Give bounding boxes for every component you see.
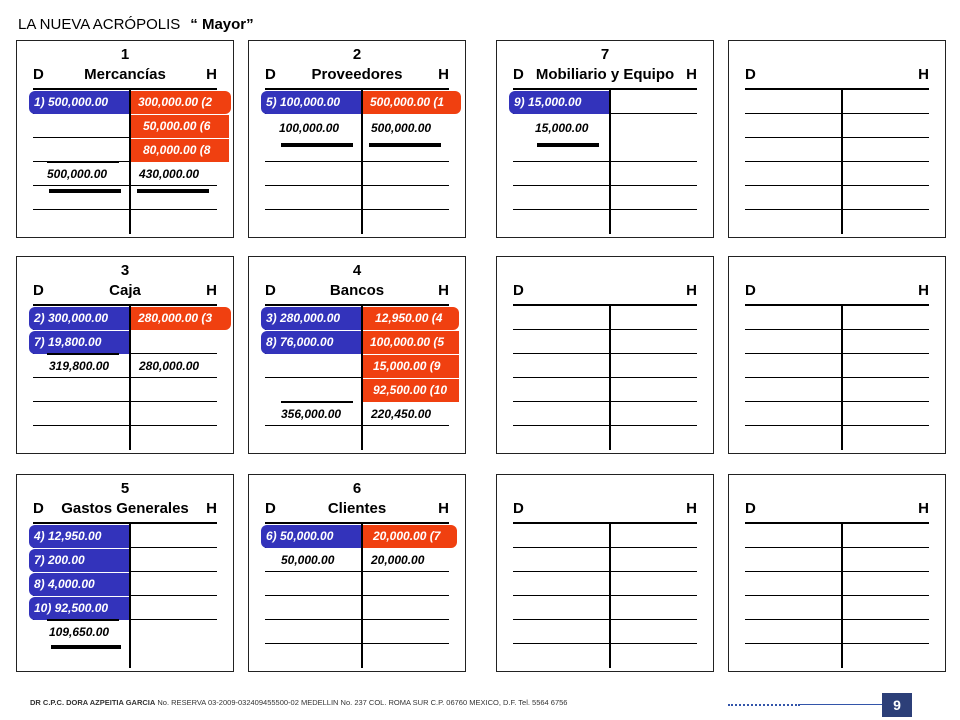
row-rule — [513, 643, 697, 644]
t-account-blank — [496, 474, 714, 672]
credit-total: 220,450.00 — [371, 407, 432, 421]
row-rule — [265, 571, 449, 572]
footer-dotted-rule — [728, 704, 800, 706]
double-underline — [49, 189, 121, 193]
debit-label: D — [513, 500, 524, 517]
credit-entry: 100,000.00 (5 — [363, 331, 459, 354]
t-line — [745, 522, 929, 524]
debit-total: 109,650.00 — [49, 625, 110, 639]
account-number: 3 — [120, 262, 130, 279]
account-number: 1 — [120, 46, 130, 63]
credit-label: H — [686, 66, 697, 83]
credit-total: 430,000.00 — [139, 167, 200, 181]
t-line — [745, 304, 929, 306]
t-line — [745, 88, 929, 90]
double-underline — [281, 143, 353, 147]
t-account-gastos-generales — [16, 474, 234, 672]
t-account-proveedores — [248, 40, 466, 238]
debit-entry: 7) 19,800.00 — [29, 331, 129, 354]
t-account-bancos — [248, 256, 466, 454]
row-rule — [745, 113, 929, 114]
row-rule — [745, 137, 929, 138]
debit-label: D — [513, 66, 524, 83]
account-name: Proveedores — [311, 66, 403, 83]
credit-entry: 92,500.00 (10 — [363, 379, 459, 402]
row-rule — [745, 643, 929, 644]
row-rule — [265, 185, 449, 186]
account-name: Gastos Generales — [61, 500, 189, 517]
row-rule — [745, 161, 929, 162]
footer-text — [30, 698, 567, 707]
t-account-caja — [16, 256, 234, 454]
footer-details: No. RESERVA 03-2009-032409455500-02 MEDELLIN No. 237 COL. ROMA SUR C.P. 06760 MEXICO, D.F. Tel. 5564 6756 — [157, 698, 568, 707]
footer-rule — [800, 704, 882, 705]
row-rule — [33, 185, 217, 186]
row-rule — [513, 329, 697, 330]
row-rule — [513, 571, 697, 572]
t-line — [265, 522, 449, 524]
debit-total: 319,800.00 — [49, 359, 110, 373]
row-rule — [745, 425, 929, 426]
credit-total: 20,000.00 — [371, 553, 425, 567]
credit-label: H — [438, 500, 449, 517]
row-rule — [745, 353, 929, 354]
sum-rule — [47, 353, 119, 355]
account-number: 2 — [352, 46, 362, 63]
debit-label: D — [265, 66, 276, 83]
credit-entry: 50,000.00 (6 — [131, 115, 229, 138]
row-rule — [513, 161, 697, 162]
double-underline — [537, 143, 599, 147]
account-name: Mercancías — [84, 66, 166, 83]
t-line — [33, 88, 217, 90]
double-underline — [137, 189, 209, 193]
account-number: 6 — [352, 480, 362, 497]
t-account-clientes — [248, 474, 466, 672]
debit-entry: 9) 15,000.00 — [509, 91, 609, 114]
t-line — [265, 88, 449, 90]
credit-entry: 15,000.00 (9 — [363, 355, 459, 378]
debit-label: D — [265, 500, 276, 517]
row-rule — [513, 425, 697, 426]
credit-label: H — [918, 66, 929, 83]
credit-label: H — [918, 500, 929, 517]
row-rule — [513, 547, 697, 548]
t-account-blank — [728, 474, 946, 672]
t-line — [33, 304, 217, 306]
credit-entry: 12,950.00 (4 — [363, 307, 459, 330]
double-underline — [369, 143, 441, 147]
debit-entry: 3) 280,000.00 — [261, 307, 361, 330]
row-rule — [745, 401, 929, 402]
row-rule — [513, 353, 697, 354]
row-rule — [513, 185, 697, 186]
row-rule — [745, 595, 929, 596]
debit-total: 50,000.00 — [281, 553, 335, 567]
row-rule — [513, 377, 697, 378]
t-account-mercancias — [16, 40, 234, 238]
row-rule — [745, 209, 929, 210]
account-number: 4 — [352, 262, 362, 279]
debit-entry: 10) 92,500.00 — [29, 597, 129, 620]
debit-label: D — [33, 500, 44, 517]
account-number: 7 — [600, 46, 610, 63]
credit-label: H — [438, 282, 449, 299]
row-rule — [33, 401, 217, 402]
credit-entry: 300,000.00 (2 — [131, 91, 231, 114]
debit-entry: 1) 500,000.00 — [29, 91, 129, 114]
t-line — [513, 522, 697, 524]
account-name: Clientes — [327, 500, 387, 517]
t-line — [513, 304, 697, 306]
row-rule — [745, 185, 929, 186]
debit-entry: 8) 76,000.00 — [261, 331, 361, 354]
credit-total: 280,000.00 — [139, 359, 200, 373]
credit-total: 500,000.00 — [371, 121, 432, 135]
row-rule — [265, 209, 449, 210]
account-name: Mobiliario y Equipo — [535, 66, 675, 83]
account-name: Bancos — [329, 282, 385, 299]
debit-label: D — [513, 282, 524, 299]
page-header — [18, 16, 254, 33]
credit-label: H — [686, 282, 697, 299]
row-rule — [745, 377, 929, 378]
credit-label: H — [206, 282, 217, 299]
row-rule — [745, 571, 929, 572]
credit-label: H — [438, 66, 449, 83]
account-number: 5 — [120, 480, 130, 497]
sum-rule — [47, 619, 119, 621]
debit-entry: 4) 12,950.00 — [29, 525, 129, 548]
row-rule — [513, 209, 697, 210]
page-title: LA NUEVA ACRÓPOLIS — [18, 16, 181, 33]
account-name: Caja — [109, 282, 141, 299]
credit-label: H — [206, 66, 217, 83]
debit-label: D — [33, 282, 44, 299]
debit-entry: 6) 50,000.00 — [261, 525, 361, 548]
credit-label: H — [686, 500, 697, 517]
t-account-blank — [496, 256, 714, 454]
row-rule — [33, 209, 217, 210]
row-rule — [265, 595, 449, 596]
row-rule — [513, 619, 697, 620]
debit-entry: 2) 300,000.00 — [29, 307, 129, 330]
row-rule — [265, 619, 449, 620]
debit-label: D — [265, 282, 276, 299]
t-line — [265, 304, 449, 306]
debit-label: D — [33, 66, 44, 83]
credit-label: H — [206, 500, 217, 517]
t-account-blank — [728, 40, 946, 238]
credit-entry: 80,000.00 (8 — [131, 139, 229, 162]
page-subtitle: “ Mayor” — [190, 16, 254, 33]
row-rule — [265, 643, 449, 644]
debit-total: 500,000.00 — [47, 167, 108, 181]
page-number: 9 — [882, 693, 912, 717]
row-rule — [745, 547, 929, 548]
debit-entry: 8) 4,000.00 — [29, 573, 129, 596]
row-rule — [513, 595, 697, 596]
row-rule — [265, 425, 449, 426]
double-underline — [51, 645, 121, 649]
t-account-mobiliario — [496, 40, 714, 238]
row-rule — [513, 401, 697, 402]
row-rule — [33, 425, 217, 426]
credit-label: H — [918, 282, 929, 299]
debit-label: D — [745, 66, 756, 83]
debit-total: 100,000.00 — [279, 121, 340, 135]
debit-label: D — [745, 500, 756, 517]
debit-total: 356,000.00 — [281, 407, 342, 421]
debit-entry: 7) 200.00 — [29, 549, 129, 572]
debit-total: 15,000.00 — [535, 121, 589, 135]
debit-label: D — [745, 282, 756, 299]
row-rule — [745, 329, 929, 330]
t-line — [513, 88, 697, 90]
row-rule — [745, 619, 929, 620]
row-rule — [33, 377, 217, 378]
credit-entry: 280,000.00 (3 — [131, 307, 231, 330]
credit-entry: 20,000.00 (7 — [363, 525, 457, 548]
row-rule — [265, 161, 449, 162]
debit-entry: 5) 100,000.00 — [261, 91, 361, 114]
t-line — [33, 522, 217, 524]
footer-author: DR C.P.C. DORA AZPEITIA GARCIA — [30, 698, 156, 707]
t-account-blank — [728, 256, 946, 454]
sum-rule — [281, 401, 353, 403]
sum-rule — [47, 161, 119, 163]
credit-entry: 500,000.00 (1 — [363, 91, 461, 114]
